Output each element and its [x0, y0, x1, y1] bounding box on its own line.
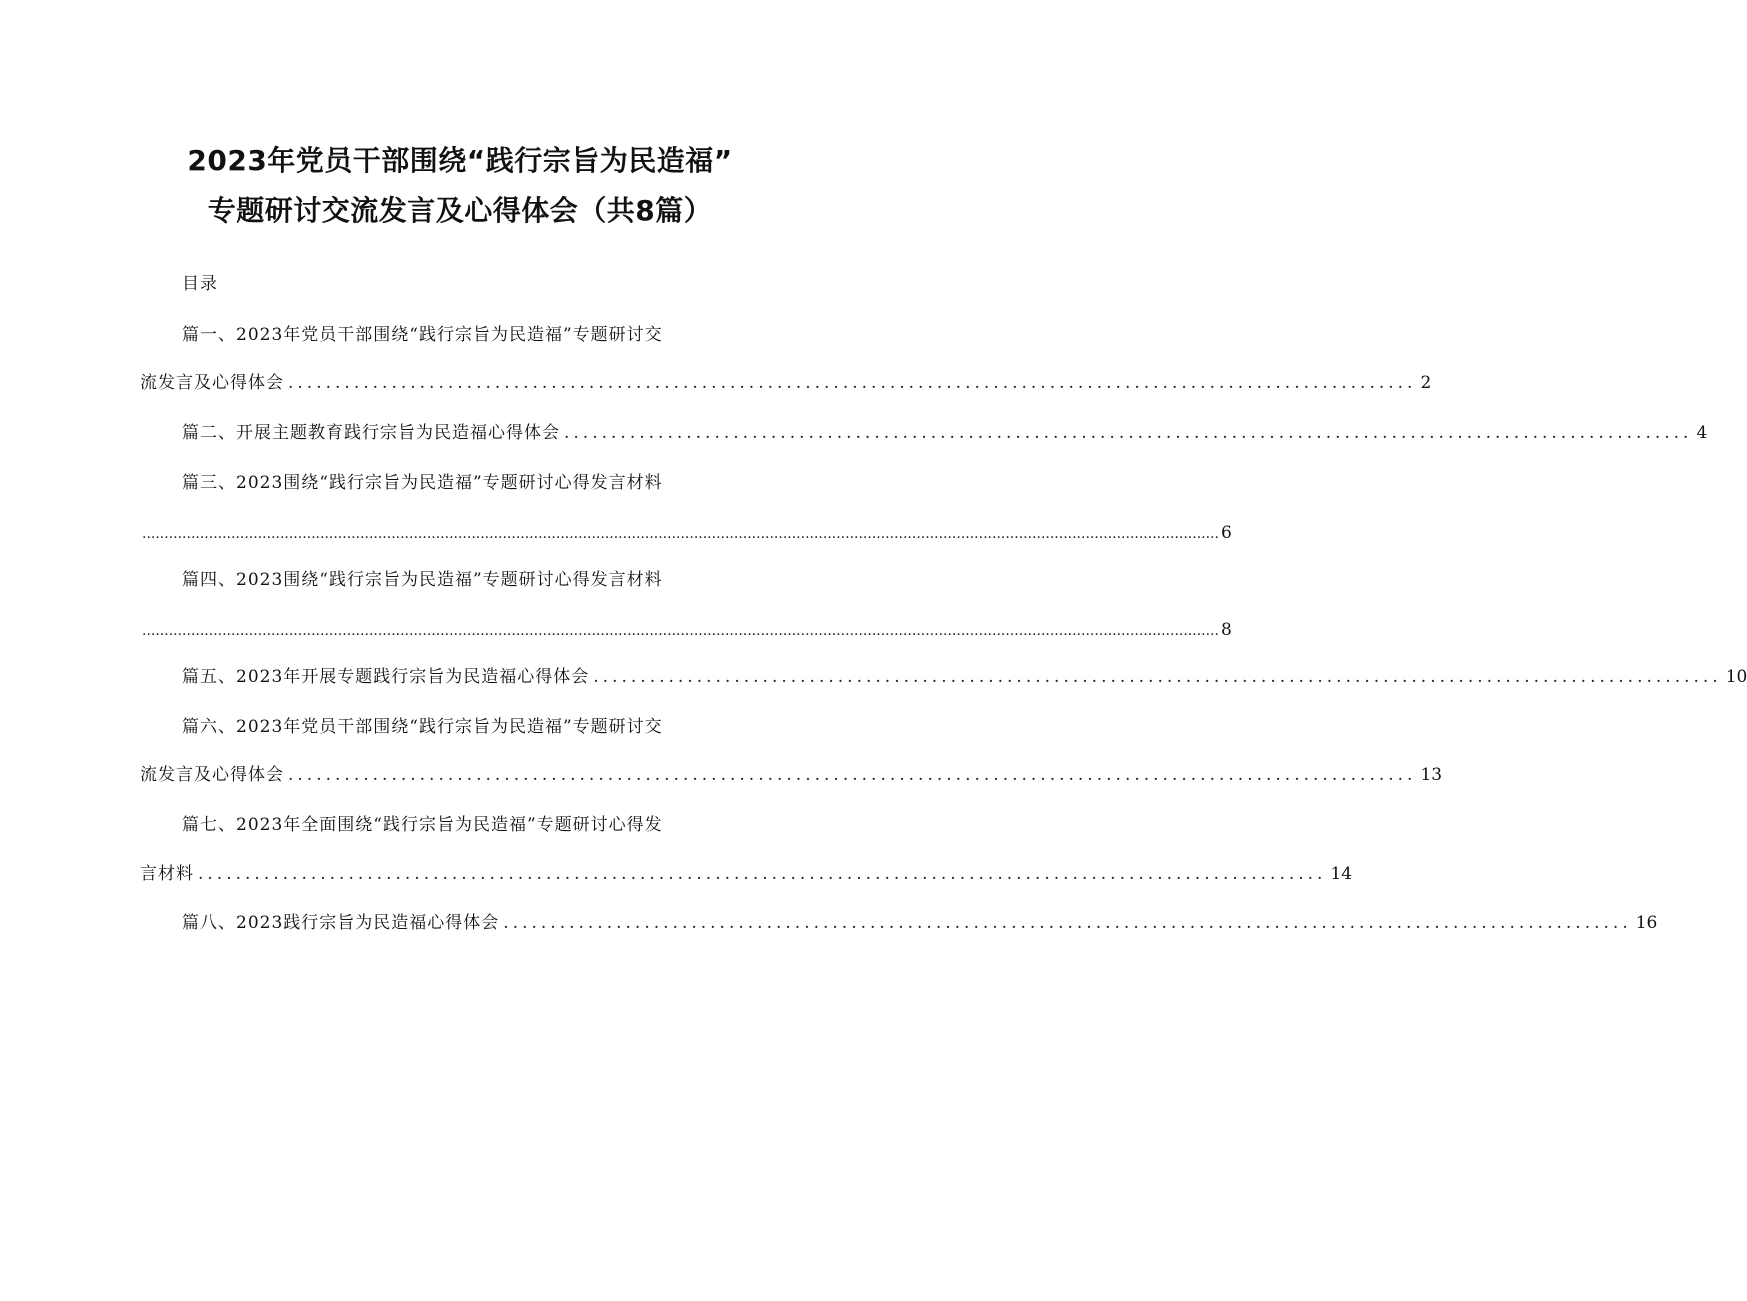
toc-entry-6[interactable]	[140, 762, 1443, 788]
toc-entry-7-page: 14	[1330, 864, 1353, 884]
toc-entry-7-title-cont: 言材料	[140, 864, 194, 884]
toc-entry-4[interactable]	[140, 617, 1232, 644]
toc-entry-2-title: 篇二、开展主题教育践行宗旨为民造福心得体会	[182, 423, 560, 443]
dot-leader: ........................................................................................................................	[288, 373, 1417, 393]
toc-entry-2-page: 4	[1696, 423, 1708, 443]
toc-entry-8-page: 16	[1635, 913, 1658, 933]
toc-entry-4-page: 8	[1220, 620, 1232, 640]
toc-entry-5-title: 篇五、2023年开展专题践行宗旨为民造福心得体会	[182, 667, 590, 687]
toc-entry-6-title-cont: 流发言及心得体会	[140, 765, 284, 785]
dot-leader: ........................................................................................................................	[198, 864, 1327, 884]
toc-entry-7-title[interactable]: 篇七、2023年全面围绕“践行宗旨为民造福”专题研讨心得发	[182, 815, 663, 835]
dot-leader: ..................................................................................................................................................................................................................................................	[142, 623, 1219, 639]
toc-entry-3-page: 6	[1220, 523, 1232, 543]
toc-entry-3-title[interactable]: 篇三、2023围绕“践行宗旨为民造福”专题研讨心得发言材料	[182, 473, 663, 493]
toc-entry-2[interactable]	[182, 420, 1708, 446]
dot-leader: ........................................................................................................................	[503, 913, 1632, 933]
toc-entry-5[interactable]	[182, 664, 1747, 690]
toc-entry-5-page: 10	[1725, 667, 1747, 687]
toc-entry-7[interactable]	[140, 861, 1353, 887]
toc-entry-6-title[interactable]: 篇六、2023年党员干部围绕“践行宗旨为民造福”专题研讨交	[182, 717, 663, 737]
toc-entry-8-title: 篇八、2023践行宗旨为民造福心得体会	[182, 913, 500, 933]
toc-heading: 目录	[182, 274, 218, 294]
toc-entry-3[interactable]	[140, 520, 1232, 547]
toc-entry-1-page: 2	[1420, 373, 1432, 393]
document-title-line-1: 2023年党员干部围绕“践行宗旨为民造福”	[187, 144, 733, 177]
dot-leader: ........................................................................................................................	[564, 423, 1693, 443]
toc-entry-8[interactable]	[182, 910, 1658, 936]
dot-leader: ........................................................................................................................	[288, 765, 1417, 785]
dot-leader: ........................................................................................................................	[593, 667, 1722, 687]
dot-leader: ..................................................................................................................................................................................................................................................	[142, 526, 1219, 542]
toc-entry-1-title-cont: 流发言及心得体会	[140, 373, 284, 393]
toc-entry-4-title[interactable]: 篇四、2023围绕“践行宗旨为民造福”专题研讨心得发言材料	[182, 570, 663, 590]
document-title-line-2: 专题研讨交流发言及心得体会（共8篇）	[207, 194, 713, 227]
toc-entry-1[interactable]	[140, 370, 1432, 396]
toc-entry-6-page: 13	[1420, 765, 1443, 785]
toc-entry-1-title[interactable]: 篇一、2023年党员干部围绕“践行宗旨为民造福”专题研讨交	[182, 325, 663, 345]
